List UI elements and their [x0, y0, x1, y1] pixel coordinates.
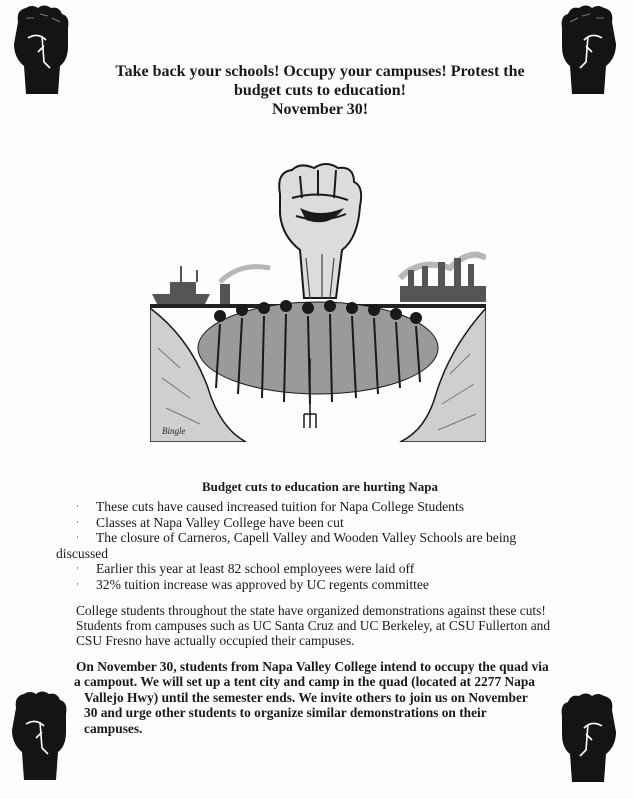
paragraph-demonstrations: [76, 603, 576, 648]
bullet-text: These cuts have caused increased tuition for Napa College Students: [96, 499, 465, 514]
bullet-dot: ·: [76, 578, 79, 589]
headline-line-2: budget cuts to education!: [233, 82, 406, 99]
list-item: [56, 530, 566, 561]
artist-signature: Bingle: [162, 426, 186, 436]
bullet-text: The closure of Carneros, Capell Valley and Wooden Valley Schools are being: [96, 530, 517, 545]
paragraph-line: CSU Fresno have actually occupied their campuses.: [76, 633, 355, 648]
raised-fist-icon: [554, 2, 626, 98]
bullet-list: [56, 499, 566, 592]
list-item: [76, 499, 566, 515]
bullet-dot: ·: [76, 516, 79, 527]
list-item: [76, 561, 566, 577]
raised-fist-icon: [2, 688, 74, 784]
paragraph-line: College students throughout the state have organized demonstrations against these cuts!: [76, 603, 546, 618]
bullet-dot: ·: [76, 501, 79, 511]
paragraph-call-to-action: [76, 659, 576, 736]
list-item: [76, 577, 566, 593]
bullet-text: Classes at Napa Valley College have been cut: [96, 514, 344, 530]
paragraph-line: Students from campuses such as UC Santa Cruz and UC Berkeley, at CSU Fullerton and: [76, 618, 551, 633]
paragraph-line: a campout. We will set up a tent city and camp in the quad (located at 2277 Napa: [74, 674, 536, 690]
section-title: Budget cuts to education are hurting Napa: [202, 479, 438, 494]
bullet-text: 32% tuition increase was approved by UC regents committee: [96, 576, 429, 592]
paragraph-line: 30 and urge other students to organize similar demonstrations on their: [84, 705, 487, 721]
fist-crowd-illustration: [150, 158, 486, 442]
raised-fist-icon: [4, 2, 76, 98]
bullet-continuation: discussed: [56, 545, 109, 561]
headline: [80, 62, 560, 119]
headline-line-3: November 30!: [271, 101, 369, 118]
bullet-dot: ·: [76, 532, 79, 542]
paragraph-line: campuses.: [84, 720, 143, 736]
bullet-text: Earlier this year at least 82 school employees were laid off: [96, 561, 415, 576]
list-item: [76, 515, 566, 531]
headline-line-1: Take back your schools! Occupy your campuses! Protest the: [115, 63, 525, 80]
paragraph-line: Vallejo Hwy) until the semester ends. We invite others to join us on November: [84, 689, 528, 705]
paragraph-line: On November 30, students from Napa Valley College intend to occupy the quad via: [76, 659, 549, 674]
bullet-dot: ·: [76, 563, 79, 573]
